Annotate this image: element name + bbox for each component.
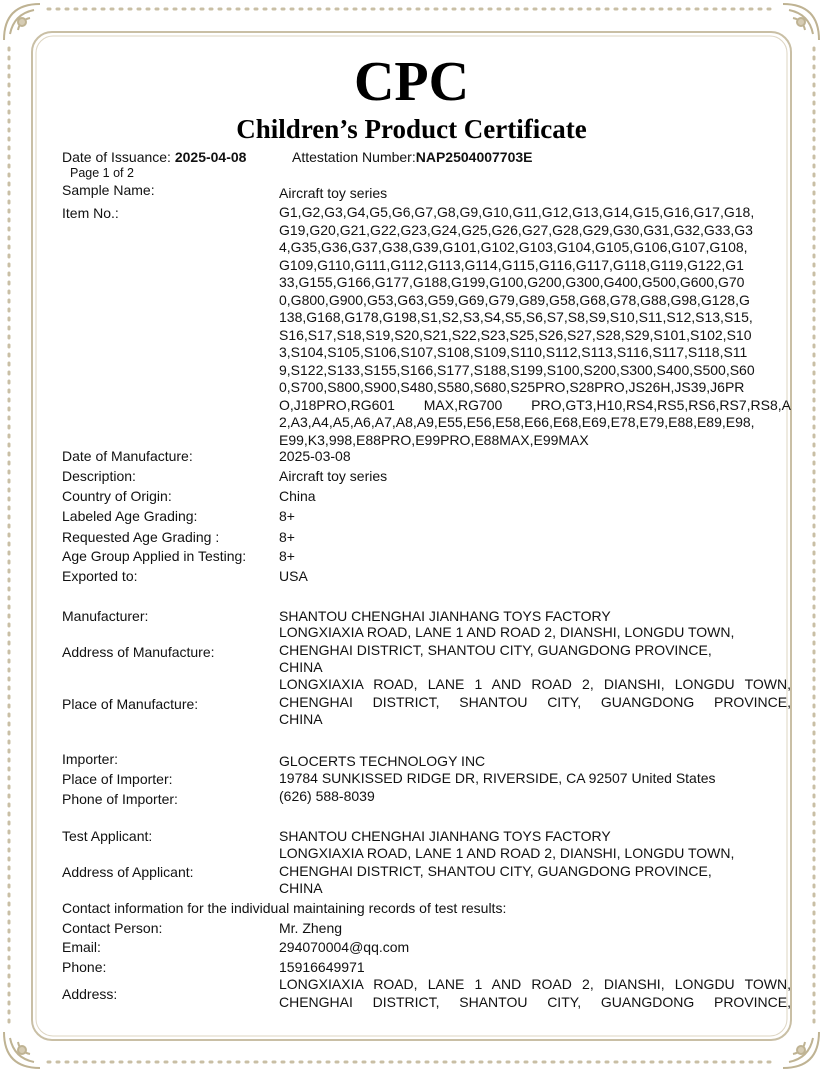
sample-name-label: Sample Name: [62,182,155,198]
phone-of-importer-label: Phone of Importer: [62,791,178,807]
address-line: CHENGHAI DISTRICT, SHANTOU CITY, GUANGDONG PROVINCE, [279,693,791,710]
country-of-origin-value: China [279,488,316,504]
description-label: Description: [62,468,136,484]
attestation-value: NAP2504007703E [415,149,533,165]
page-number: Page 1 of 2 [70,166,134,180]
address-of-applicant-value [279,845,771,898]
item-no-label: Item No.: [62,205,119,221]
address-of-manufacture-label: Address of Manufacture: [62,644,215,660]
manufacturer-label: Manufacturer: [62,608,149,624]
item-no-list [279,204,791,449]
manufacturer-value: SHANTOU CHENGHAI JIANHANG TOYS FACTORY [279,608,611,624]
item-no-line: 33,G155,G166,G177,G188,G199,G100,G200,G300,G400,G500,G600,G70 [279,274,745,290]
address-line: LONGXIAXIA ROAD, LANE 1 AND ROAD 2, DIANSHI, LONGDU TOWN, [279,976,791,992]
address-value [279,976,791,1011]
address-line: CHINA [279,711,323,727]
address-of-manufacture-value [279,624,771,677]
item-no-line: 138,G168,G178,G198,S1,S2,S3,S4,S5,S6,S7,S8,S9,S10,S11,S12,S13,S15, [279,309,753,325]
contact-person-label: Contact Person: [62,920,163,936]
phone-of-importer-value: (626) 588-8039 [279,788,375,804]
address-line: LONGXIAXIA ROAD, LANE 1 AND ROAD 2, DIANSHI, LONGDU TOWN, [279,676,791,692]
document-subtitle: Children’s Product Certificate [236,114,587,144]
item-no-line: G19,G20,G21,G22,G23,G24,G25,G26,G27,G28,G29,G30,G31,G32,G33,G3 [279,221,753,238]
age-group-testing-value: 8+ [279,548,295,564]
item-no-line: 0,G800,G900,G53,G63,G59,G69,G79,G89,G58,G68,G78,G88,G98,G128,G [279,291,750,308]
date-of-manufacture-label: Date of Manufacture: [62,448,193,464]
age-group-testing-label: Age Group Applied in Testing: [62,548,247,564]
attestation-label: Attestation Number: [292,149,416,165]
address-line: CHENGHAI DISTRICT, SHANTOU CITY, GUANGDONG PROVINCE, [279,862,712,879]
place-of-importer-label: Place of Importer: [62,771,173,787]
phone-label: Phone: [62,959,107,975]
address-line: LONGXIAXIA ROAD, LANE 1 AND ROAD 2, DIANSHI, LONGDU TOWN, [279,624,735,640]
item-no-line: 0,S700,S800,S900,S480,S580,S680,S25PRO,S28PRO,JS26H,JS39,J6PR [279,379,745,395]
description-value: Aircraft toy series [279,468,388,484]
test-applicant-value: SHANTOU CHENGHAI JIANHANG TOYS FACTORY [279,828,611,844]
place-of-manufacture-value [279,676,791,729]
issuance-value: 2025-04-08 [174,149,247,165]
date-of-manufacture-value: 2025-03-08 [279,448,351,464]
item-no-line: E99,K3,998,E88PRO,E99PRO,E88MAX,E99MAX [279,431,589,448]
item-no-line: 2,A3,A4,A5,A6,A7,A8,A9,E55,E56,E58,E66,E68,E69,E78,E79,E88,E89,E98, [279,414,755,430]
sample-name-value: Aircraft toy series [279,185,388,201]
requested-age-grading-label: Requested Age Grading : [62,529,220,545]
address-line: CHENGHAI DISTRICT, SHANTOU CITY, GUANGDONG PROVINCE, [279,993,791,1010]
item-no-line: 3,S104,S105,S106,S107,S108,S109,S110,S112,S113,S116,S117,S118,S11 [279,344,748,360]
labeled-age-grading-value: 8+ [279,508,295,524]
item-no-line: G109,G110,G111,G112,G113,G114,G115,G116,G117,G118,G119,G122,G1 [279,256,744,273]
contact-intro: Contact information for the individual maintaining records of test results: [62,900,507,916]
corner-ornament-tl [4,4,40,40]
address-of-applicant-label: Address of Applicant: [62,864,194,880]
importer-value: GLOCERTS TECHNOLOGY INC [279,753,486,769]
requested-age-grading-value: 8+ [279,529,295,545]
item-no-line: G1,G2,G3,G4,G5,G6,G7,G8,G9,G10,G11,G12,G13,G14,G15,G16,G17,G18, [279,204,755,220]
address-label: Address: [62,986,118,1002]
exported-to-value: USA [279,568,308,584]
item-no-line: O,J18PRO,RG601 MAX,RG700 PRO,GT3,H10,RS4,RS5,RS6,RS7,RS8,A [279,396,791,413]
labeled-age-grading-label: Labeled Age Grading: [62,508,198,524]
attestation-row [292,148,533,166]
address-line: CHINA [279,659,323,675]
contact-person-value: Mr. Zheng [279,920,343,936]
address-line: CHENGHAI DISTRICT, SHANTOU CITY, GUANGDONG PROVINCE, [279,641,712,658]
phone-value: 15916649971 [279,959,365,975]
issuance-label: Date of Issuance: [62,149,171,165]
item-no-line: 9,S122,S133,S155,S166,S177,S188,S199,S100,S200,S300,S400,S500,S60 [279,361,755,378]
corner-ornament-br [783,1032,819,1068]
address-line: LONGXIAXIA ROAD, LANE 1 AND ROAD 2, DIANSHI, LONGDU TOWN, [279,845,735,861]
corner-ornament-tr [783,4,819,40]
item-no-line: S16,S17,S18,S19,S20,S21,S22,S23,S25,S26,S27,S28,S29,S101,S102,S10 [279,326,752,343]
email-value: 294070004@qq.com [279,939,410,955]
corner-ornament-bl [4,1032,40,1068]
item-no-line: 4,G35,G36,G37,G38,G39,G101,G102,G103,G104,G105,G106,G107,G108, [279,239,748,255]
exported-to-label: Exported to: [62,568,138,584]
place-of-manufacture-label: Place of Manufacture: [62,696,199,712]
document-title: CPC [353,51,470,113]
email-label: Email: [62,939,101,955]
place-of-importer-value: 19784 SUNKISSED RIDGE DR, RIVERSIDE, CA 92507 United States [279,770,716,786]
country-of-origin-label: Country of Origin: [62,488,172,504]
importer-label: Importer: [62,751,119,767]
address-line: CHINA [279,880,323,896]
test-applicant-label: Test Applicant: [62,828,153,844]
